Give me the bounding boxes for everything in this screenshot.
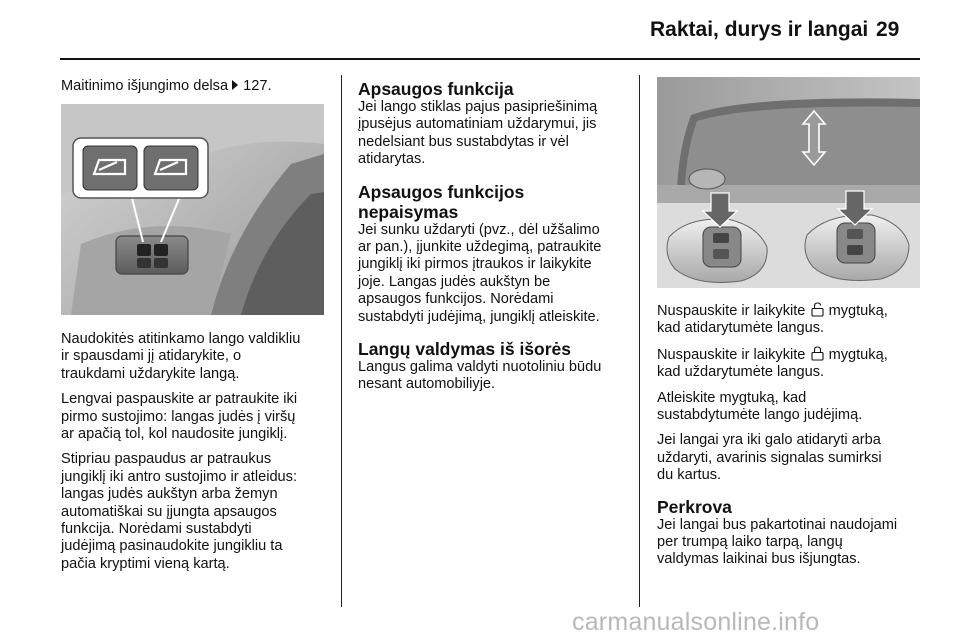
unlock-icon <box>811 302 824 317</box>
running-header-title: Raktai, durys ir langai <box>650 18 869 41</box>
power-window-switch-illustration <box>61 104 324 315</box>
text-line: judėjimą pasinaudokite jungikliu ta <box>61 538 283 555</box>
text-line: kad uždarytumėte langus. <box>657 364 825 381</box>
text-line: Atleiskite mygtuką, kad <box>657 389 807 406</box>
paragraph-window-switch <box>61 331 337 383</box>
text-line: Langus galima valdyti nuotoliniu būdu <box>358 359 602 376</box>
header-rule <box>60 58 920 60</box>
text-line: jungiklį iki antro sustojimo ir atleidus: <box>61 468 298 485</box>
paragraph-release-button <box>657 390 927 425</box>
text-line: jungiklį iki pirmos įtraukos ir laikykite <box>358 256 592 273</box>
text-fragment: Nuspauskite ir laikykite <box>657 303 806 319</box>
text-line: Jei langai yra iki galo atidaryti arba <box>657 432 881 449</box>
intro-text: Maitinimo išjungimo delsa <box>61 78 229 94</box>
column-1 <box>61 78 331 95</box>
text-line: nesant automobiliyje. <box>358 376 496 393</box>
text-line: Lengvai paspauskite ar patraukite iki <box>61 391 298 408</box>
text-line: ir spausdami jį atidarykite, o <box>61 348 242 365</box>
text-line: ar pan.), įjunkite uždegimą, patraukite <box>358 239 602 256</box>
text-line: Naudokitės atitinkamo lango valdikliu <box>61 331 301 347</box>
paragraph-second-stop <box>61 451 337 573</box>
paragraph-close-windows <box>657 346 927 382</box>
column-1-body <box>61 331 337 581</box>
section-protection-function <box>358 79 634 169</box>
intro-line <box>61 78 331 95</box>
section-overload <box>657 497 927 569</box>
heading-override-protection <box>358 182 634 222</box>
text-line: valdymas laikinai bus išjungtas. <box>657 551 861 568</box>
page-number: 29 <box>876 18 900 41</box>
text-line: per trumpą laiko tarpą, langų <box>657 534 843 551</box>
text-line: joje. Langas judės aukštyn be <box>358 273 551 290</box>
text-fragment: mygtuką, <box>828 303 888 319</box>
text-line: Jei sunku uždaryti (pvz., dėl užšalimo <box>358 221 600 238</box>
intro-page-reference[interactable]: 127. <box>243 78 272 94</box>
column-divider-1 <box>341 75 342 607</box>
paragraph-hazard-flash <box>657 432 927 484</box>
remote-key-drawing <box>657 77 920 288</box>
text-line: Stipriau paspaudus ar patraukus <box>61 451 272 468</box>
paragraph-open-windows <box>657 302 927 338</box>
text-fragment: mygtuką, <box>828 346 888 363</box>
paragraph-first-stop <box>61 391 337 443</box>
heading-overload: Perkrova <box>657 496 732 517</box>
column-3 <box>657 302 927 582</box>
section-remote-window-control <box>358 339 634 394</box>
column-2 <box>358 79 634 407</box>
heading-protection-function: Apsaugos funkcija <box>358 79 514 99</box>
text-line: Jei lango stiklas pajus pasipriešinimą <box>358 99 598 115</box>
text-line: pačia kryptimi vieną kartą. <box>61 555 230 572</box>
heading-line: Apsaugos funkcijos <box>358 181 525 202</box>
text-line: atidarytas. <box>358 151 426 168</box>
lock-icon <box>811 346 824 361</box>
text-line: funkcija. Norėdami sustabdyti <box>61 521 252 538</box>
power-window-switch-drawing <box>61 104 324 315</box>
column-divider-2 <box>639 75 640 607</box>
text-line: apsaugos funkcijos. Norėdami <box>358 291 554 308</box>
heading-line: nepaisymas <box>358 201 459 222</box>
heading-remote-window-control: Langų valdymas iš išorės <box>358 339 572 360</box>
text-line: kad atidarytumėte langus. <box>657 320 825 337</box>
text-line: automatiškai su įjungta apsaugos <box>61 503 277 520</box>
text-line: pirmo sustojimo: langas judės į viršų <box>61 408 296 425</box>
watermark: carmanualsonline.info <box>572 608 820 636</box>
text-line: traukdami uždarykite langą. <box>61 365 240 382</box>
text-line: sustabdytumėte lango judėjimą. <box>657 407 863 424</box>
text-line <box>657 302 927 320</box>
text-line: uždaryti, avarinis signalas sumirksi <box>657 449 882 466</box>
section-override-protection <box>358 182 634 326</box>
text-line <box>657 346 927 364</box>
remote-key-window-control-illustration <box>657 77 920 288</box>
text-fragment: Nuspauskite ir laikykite <box>657 346 806 363</box>
text-line: nedelsiant bus sustabdytas ir vėl <box>358 133 569 150</box>
text-line: Jei langai bus pakartotinai naudojami <box>657 516 898 533</box>
text-line: ar apačią tol, kol naudosite jungiklį. <box>61 426 288 443</box>
text-line: langas judės aukštyn arba žemyn <box>61 486 278 503</box>
text-line: sustabdyti judėjimą, jungiklį atleiskite. <box>358 308 600 325</box>
text-line: įpusėjus automatiniam uždarymui, jis <box>358 116 597 133</box>
page-reference-arrow-icon <box>232 80 238 90</box>
text-line: du kartus. <box>657 467 722 484</box>
